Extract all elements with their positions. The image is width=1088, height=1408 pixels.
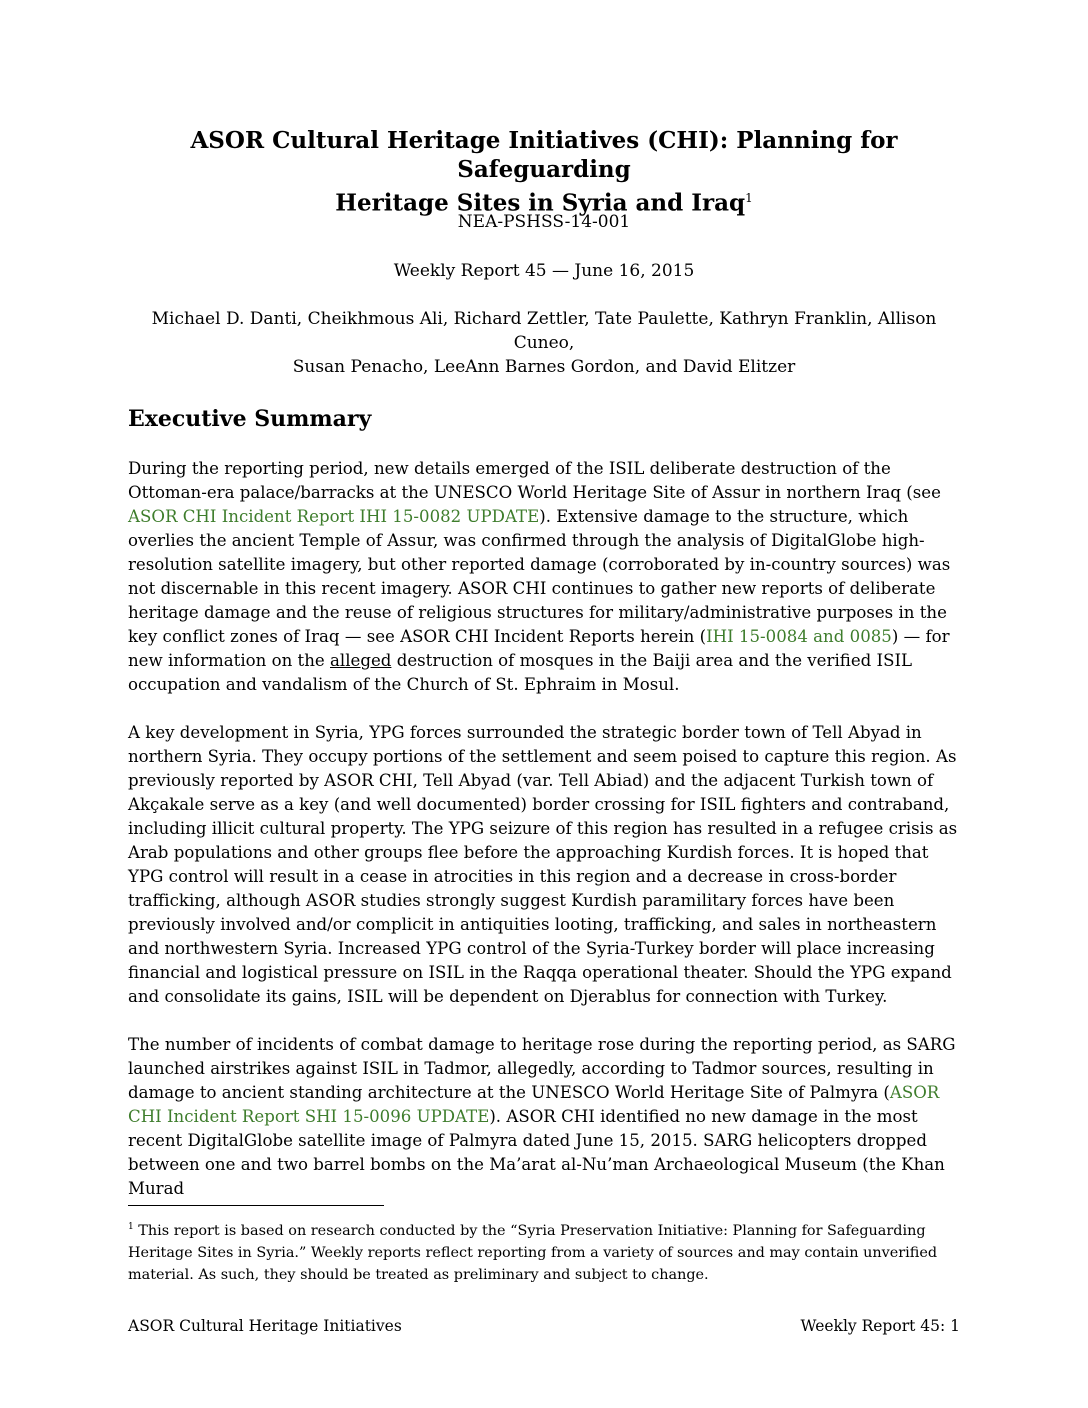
paragraph-1: [128, 457, 963, 697]
authors-line-2: Susan Penacho, LeeAnn Barnes Gordon, and David Elitzer: [292, 357, 796, 377]
incident-report-link-shi-15-0096[interactable]: ASOR CHI Incident Report SHI 15-0096 UPDATE: [128, 1083, 940, 1126]
summary-body: [128, 457, 963, 1225]
report-line: Weekly Report 45 — June 16, 2015: [393, 261, 695, 281]
paragraph-3-text-b: ). ASOR CHI identified no new damage in the most recent DigitalGlobe satellite image of Palmyra dated June 15, 2015. SARG helicopters dropped between one and two barrel bombs on the Ma’arat al-Nu’man Archaeological Museum (the Khan Murad: [128, 1107, 945, 1198]
paragraph-1-text-d: destruction of mosques in the Baiji area and the verified ISIL occupation and vandalism of the Church of St. Ephraim in Mosul.: [128, 651, 913, 694]
paragraph-1-text-a: During the reporting period, new details emerged of the ISIL deliberate destruction of the Ottoman-era palace/barracks at the UNESCO World Heritage Site of Assur in northern Iraq (see: [128, 459, 941, 502]
title-footnote-mark[interactable]: 1: [745, 191, 753, 205]
title-line-2-text: Heritage Sites in Syria and Iraq: [335, 189, 746, 217]
paragraph-3-text-a: The number of incidents of combat damage to heritage rose during the reporting period, as SARG launched airstrikes against ISIL in Tadmor, allegedly, according to Tadmor sources, resulting in damage to ancient standing architecture at the UNESCO World Heritage Site of Palmyra (: [128, 1035, 956, 1102]
footnote-divider: [128, 1205, 384, 1206]
authors: [128, 307, 960, 379]
paragraph-3: [128, 1033, 963, 1201]
paragraph-2: A key development in Syria, YPG forces surrounded the strategic border town of Tell Abyad in northern Syria. They occupy portions of the settlement and seem poised to capture this region. As previously reported by ASOR CHI, Tell Abyad (var. Tell Abiad) and the adjacent Turkish town of Akçakale serve as a key (and well documented) border crossing for ISIL fighters and contraband, including illicit cultural property. The YPG seizure of this region has resulted in a refugee crisis as Arab populations and other groups flee before the approaching Kurdish forces. It is hoped that YPG control will result in a cease in atrocities in this region and a decrease in cross-border trafficking, although ASOR studies strongly suggest Kurdish paramilitary forces have been previously involved and/or complicit in antiquities looting, trafficking, and sales in northeastern and northwestern Syria. Increased YPG control of the Syria-Turkey border will place increasing financial and logistical pressure on ISIL in the Raqqa operational theater. Should the YPG expand and consolidate its gains, ISIL will be dependent on Djerablus for connection with Turkey.: [128, 723, 958, 1006]
section-heading: Executive Summary: [128, 406, 372, 432]
paragraph-1-text-b: ). Extensive damage to the structure, which overlies the ancient Temple of Assur, was confirmed through the analysis of DigitalGlobe high-resolution satellite imagery, but other reported damage (corroborated by in-country sources) was not discernable in this recent imagery. ASOR CHI continues to gather new reports of deliberate heritage damage and the reuse of religious structures for military/administrative purposes in the key conflict zones of Iraq — see ASOR CHI Incident Reports herein (: [128, 507, 951, 646]
document-title: [128, 126, 960, 218]
footnote-mark: 1: [128, 1222, 134, 1232]
incident-report-link-ihi-15-0082[interactable]: ASOR CHI Incident Report IHI 15-0082 UPDATE: [128, 507, 540, 526]
title-line-1: ASOR Cultural Heritage Initiatives (CHI): Planning for Safeguarding: [190, 127, 898, 183]
footnote-text: This report is based on research conducted by the “Syria Preservation Initiative: Planning for Safeguarding Heritage Sites in Syria.” Weekly reports reflect reporting from a variety of sources and may contain unverified material. As such, they should be treated as preliminary and subject to change.: [128, 1222, 938, 1283]
incident-report-link-ihi-15-0084-0085[interactable]: IHI 15-0084 and 0085: [706, 627, 892, 646]
authors-line-1: Michael D. Danti, Cheikhmous Ali, Richard Zettler, Tate Paulette, Kathryn Franklin, Allison Cuneo,: [151, 309, 937, 353]
footnote: [128, 1216, 963, 1286]
footer-left: ASOR Cultural Heritage Initiatives: [128, 1317, 402, 1335]
footer-page-label: Weekly Report 45: 1: [800, 1317, 960, 1335]
grant-number: NEA-PSHSS-14-001: [457, 212, 631, 232]
underlined-alleged: alleged: [330, 651, 392, 670]
paragraph-1-text-c: ) — for new information on the: [128, 627, 950, 670]
